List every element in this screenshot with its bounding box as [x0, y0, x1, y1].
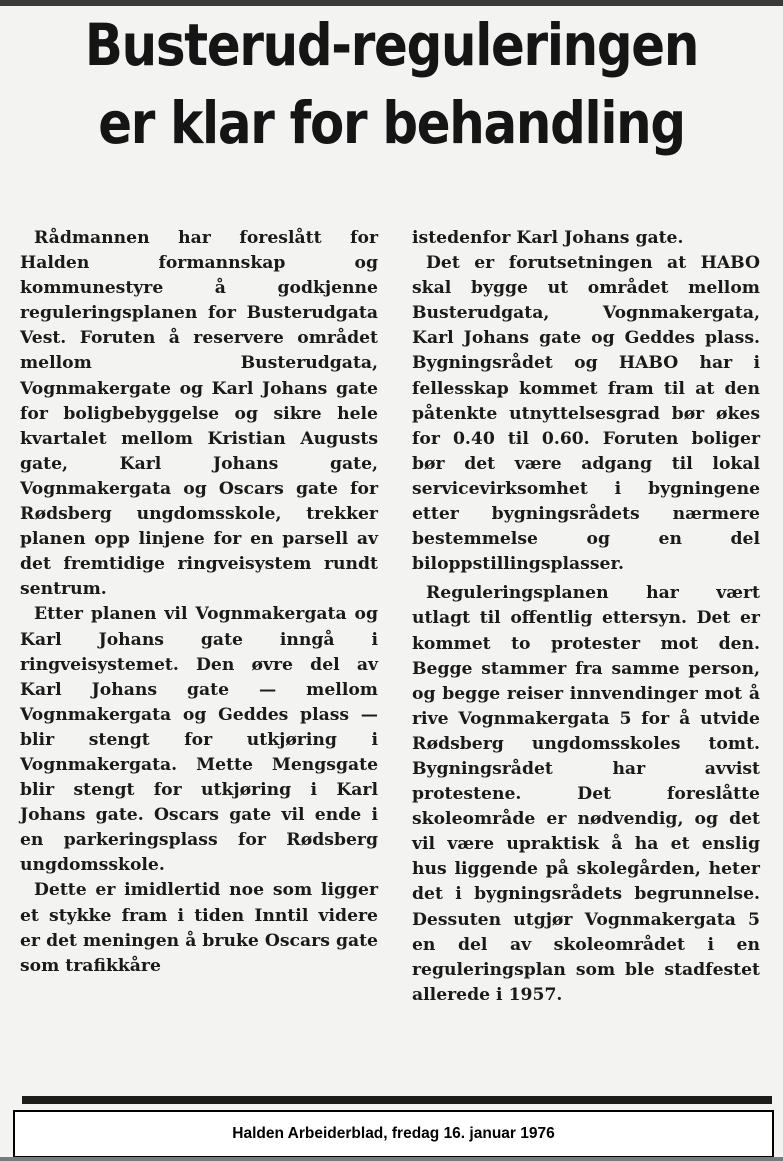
source-caption-box: [13, 1110, 774, 1158]
column-divider-rule: [22, 1096, 772, 1104]
bottom-border: [0, 1157, 783, 1161]
article-paragraph: Det er forutsetningen at HABO skal bygge ut området mellom Busterudgata, Vognmakergata, Karl Johans gate og Geddes plass. Bygningsrådet og HABO har i fellesskap kommet fram til at den påtenkte utnyttelsesgrad bør økes for 0.40 til 0.60. Foruten boliger bør det være adgang til lokal servicevirksomhet i bygningene etter bygningsrådets nærmere bestemmelse og en del biloppstillingsplasser.: [412, 253, 760, 575]
headline-line-1: Busterud-reguleringen: [84, 11, 699, 79]
article-paragraph: Rådmannen har foreslått for Halden formannskap og kommunestyre å godkjenne reguleringsplanen for Busterudgata Vest. Foruten å reservere området mellom Busterudgata, Vognmakergate og Karl Johans gate for boligbebyggelse og sikre hele kvartalet mellom Kristian Augusts gate, Karl Johans gate, Vognmakergata og Oscars gate for Rødsberg ungdomsskole, trekker planen opp linjene for en parsell av det fremtidige ringveisystem rundt sentrum.: [20, 228, 378, 600]
headline-line-2: er klar for behandling: [98, 89, 685, 157]
headline: [60, 6, 723, 162]
article-column-right: [412, 226, 760, 1008]
article-paragraph: istedenfor Karl Johans gate.: [412, 228, 684, 248]
article-paragraph: Reguleringsplanen har vært utlagt til offentlig ettersyn. Det er kommet to protester mot den. Begge stammer fra samme person, og begge reiser innvendinger mot å rive Vognmakergata 5 for å utvide Rødsberg ungdomsskoles tomt. Bygningsrådet har avvist protestene. Det foreslåtte skoleområde er nødvendig, og det vil være upraktisk å ha et enslig hus liggende på skolegården, heter det i bygningsrådets begrunnelse. Dessuten utgjør Vognmakergata 5 en del av skoleområdet i en reguleringsplan som ble stadfestet allerede i 1957.: [412, 583, 760, 1005]
article-column-left: [20, 226, 378, 979]
article-paragraph: Etter planen vil Vognmakergata og Karl Johans gate inngå i ringveisystemet. Den øvre del av Karl Johans gate — mellom Vognmakergata og Geddes plass — blir stengt for utkjøring i Vognmakergata. Mette Mengsgate blir stengt for utkjøring i Karl Johans gate. Oscars gate vil ende i en parkeringsplass for Rødsberg ungdomsskole.: [20, 604, 378, 876]
source-caption: Halden Arbeiderblad, fredag 16. januar 1976: [232, 1125, 555, 1142]
article-paragraph: Dette er imidlertid noe som ligger et stykke fram i tiden Inntil videre er det meningen å bruke Oscars gate som trafikkåre: [20, 880, 378, 976]
